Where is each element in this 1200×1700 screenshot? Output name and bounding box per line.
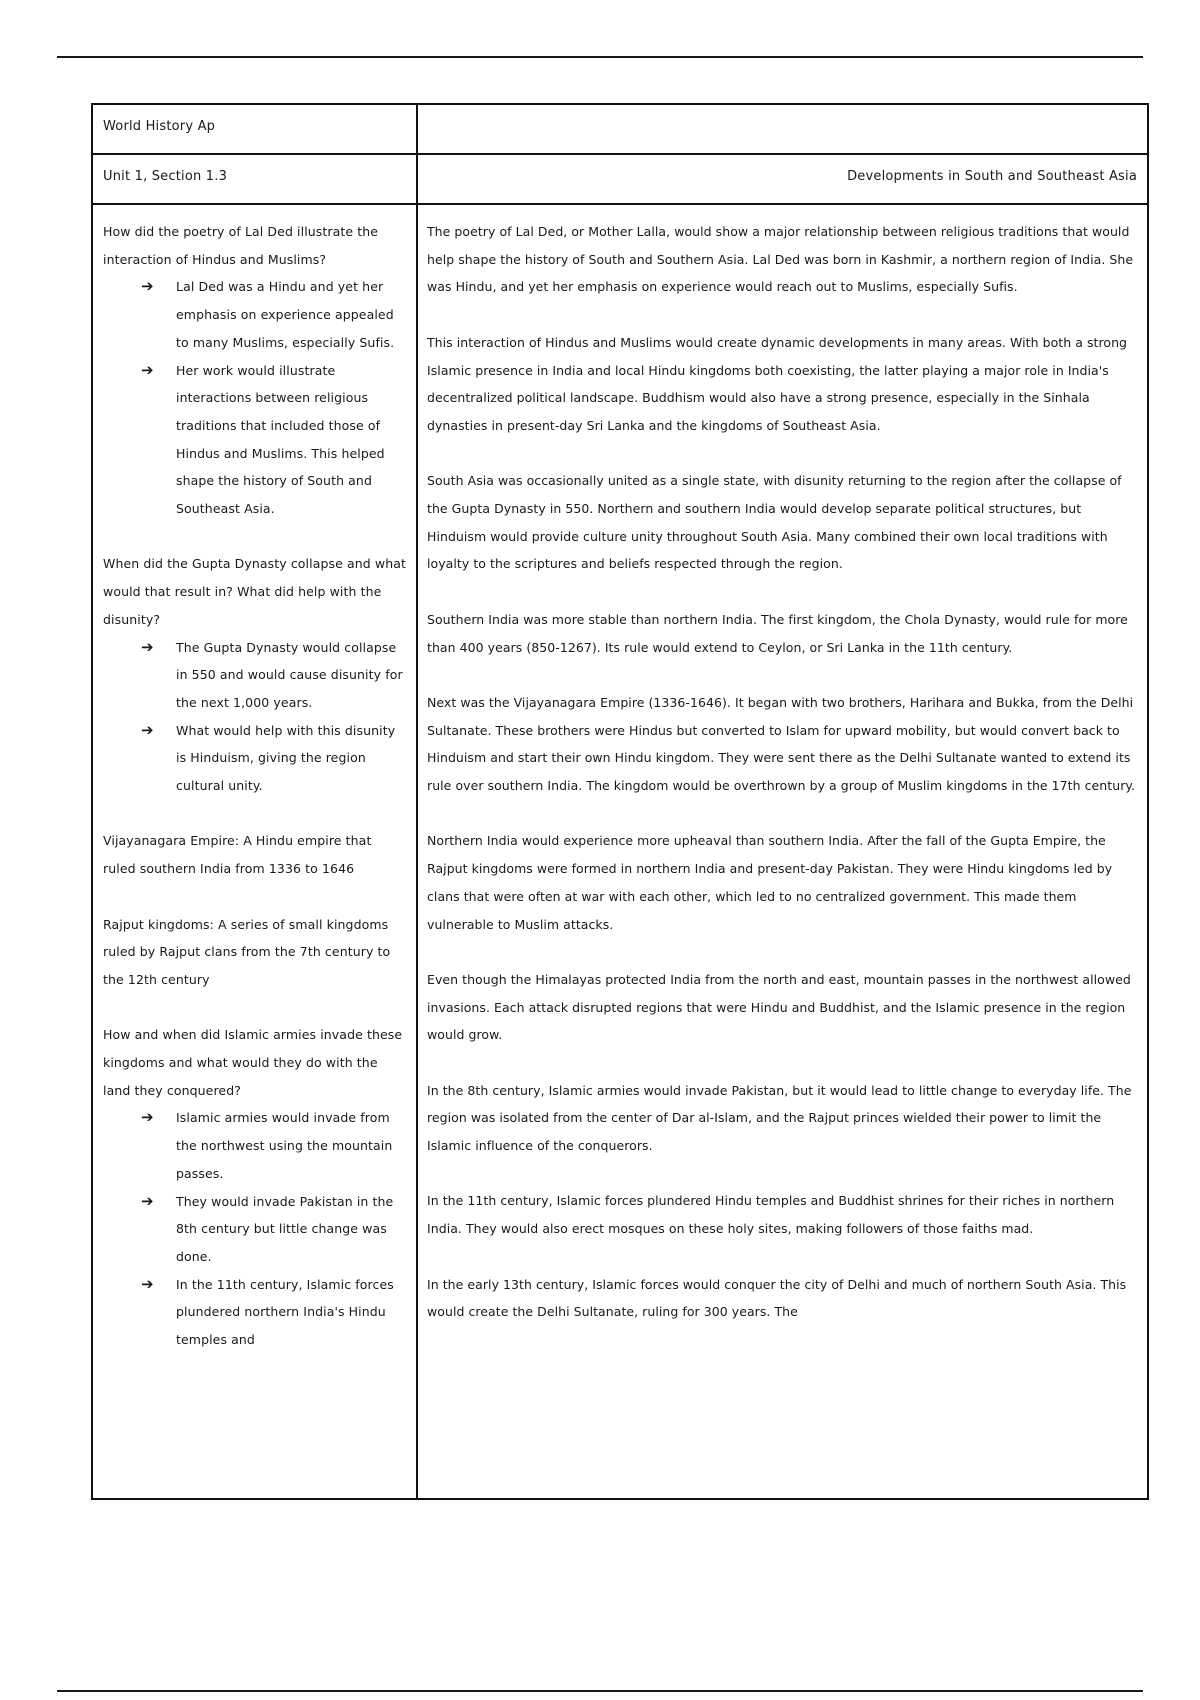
note-paragraph: In the 11th century, Islamic forces plundered Hindu temples and Buddhist shrines for their riches in northern India. They would also erect mosques on these holy sites, making followers of those faiths mad. — [427, 1193, 1115, 1237]
note-paragraph: Next was the Vijayanagara Empire (1336-1646). It began with two brothers, Harihara and Bukka, from the Delhi Sultanate. These brothers were Hindus but converted to Islam for upward mobility, but would convert back to Hinduism and start their own Hindu kingdom. They were sent there as the Delhi Sultanate wanted to extend its rule over southern India. The kingdom would be overthrown by a group of Muslim kingdoms in the 17th century. — [427, 694, 1136, 793]
arrow-right-icon: ➔ — [141, 1274, 154, 1293]
cue-bullet-list — [103, 273, 408, 522]
note-paragraph: Even though the Himalayas protected India from the north and east, mountain passes in the northwest allowed invasions. Each attack disrupted regions that were Hindu and Buddhist, and the Islamic presence in the region would grow. — [427, 971, 1131, 1043]
top-rule — [57, 56, 1143, 58]
arrow-right-icon: ➔ — [141, 277, 154, 296]
cue-bullet — [103, 1104, 408, 1187]
arrow-right-icon: ➔ — [141, 1191, 154, 1210]
row-divider-2 — [93, 203, 1147, 205]
cue-question: When did the Gupta Dynasty collapse and what would that result in? What did help with the disunity? — [103, 556, 406, 627]
cue-bullet — [103, 717, 408, 800]
cue-bullet-text: Islamic armies would invade from the northwest using the mountain passes. — [176, 1110, 393, 1181]
note-paragraph: Northern India would experience more upheaval than southern India. After the fall of the Gupta Empire, the Rajput kingdoms were formed in northern India and present-day Pakistan. They were Hindu kingdoms led by clans that were often at war with each other, which led to no centralized government. This made them vulnerable to Muslim attacks. — [427, 833, 1113, 932]
cue-question: How did the poetry of Lal Ded illustrate the interaction of Hindus and Muslims? — [103, 224, 379, 267]
cue-bullet-text: They would invade Pakistan in the 8th century but little change was done. — [176, 1193, 394, 1264]
cue-bullet — [103, 1188, 408, 1271]
cue-bullet-text: What would help with this disunity is Hinduism, giving the region cultural unity. — [176, 722, 396, 794]
cue-bullet-text: The Gupta Dynasty would collapse in 550 and would cause disunity for the next 1,000 years. — [176, 639, 403, 710]
cue-bullet-text: Lal Ded was a Hindu and yet her emphasis on experience appealed to many Muslims, especially Sufis. — [176, 279, 395, 350]
note-paragraph: In the early 13th century, Islamic forces would conquer the city of Delhi and much of northern South Asia. This would create the Delhi Sultanate, ruling for 300 years. The — [427, 1276, 1127, 1320]
notes-column — [427, 218, 1141, 1354]
unit-label: Unit 1, Section 1.3 — [103, 169, 228, 184]
course-title: World History Ap — [103, 119, 216, 134]
arrow-right-icon: ➔ — [141, 1108, 154, 1127]
bottom-rule — [57, 1690, 1143, 1692]
note-paragraph: The poetry of Lal Ded, or Mother Lalla, would show a major relationship between religious traditions that would help shape the history of South and Southern Asia. Lal Ded was born in Kashmir, a northern region of India. She was Hindu, and yet her emphasis on experience would reach out to Muslims, especially Sufis. — [427, 224, 1134, 295]
cue-bullet — [103, 1271, 408, 1354]
cue-bullet-text: In the 11th century, Islamic forces plundered northern India's Hindu temples and — [176, 1276, 394, 1348]
cue-bullet-list — [103, 1104, 408, 1353]
cue-bullet — [103, 357, 408, 523]
row-divider-1 — [93, 153, 1147, 155]
column-divider — [416, 105, 418, 1498]
note-paragraph: In the 8th century, Islamic armies would invade Pakistan, but it would lead to little change to everyday life. The region was isolated from the center of Dar al-Islam, and the Rajput princes wielded their power to limit the Islamic influence of the conquerors. — [427, 1082, 1132, 1154]
arrow-right-icon: ➔ — [141, 720, 154, 739]
cue-bullet-text: Her work would illustrate interactions between religious traditions that included those of Hindus and Muslims. This helped shape the history of South and Southeast Asia. — [176, 362, 385, 517]
topic-title: Developments in South and Southeast Asia — [847, 169, 1137, 184]
cue-definition: Vijayanagara Empire: A Hindu empire that ruled southern India from 1336 to 1646 — [103, 833, 372, 877]
note-paragraph: Southern India was more stable than northern India. The first kingdom, the Chola Dynasty, would rule for more than 400 years (850-1267). Its rule would extend to Ceylon, or Sri Lanka in the 11th century. — [427, 611, 1128, 655]
cue-definition: Rajput kingdoms: A series of small kingdoms ruled by Rajput clans from the 7th century to the 12th century — [103, 916, 391, 987]
cue-question: How and when did Islamic armies invade these kingdoms and what would they do with the land they conquered? — [103, 1027, 403, 1098]
note-paragraph: This interaction of Hindus and Muslims would create dynamic developments in many areas. With both a strong Islamic presence in India and local Hindu kingdoms both coexisting, the latter playing a major role in India's decentralized political landscape. Buddhism would also have a strong presence, especially in the Sinhala dynasties in present-day Sri Lanka and the kingdoms of Southeast Asia. — [427, 334, 1128, 433]
note-paragraph: South Asia was occasionally united as a single state, with disunity returning to the region after the collapse of the Gupta Dynasty in 550. Northern and southern India would develop separate political structures, but Hinduism would provide culture unity throughout South Asia. Many combined their own local traditions with loyalty to the scriptures and beliefs respected through the region. — [427, 473, 1122, 572]
cue-bullet-list — [103, 634, 408, 800]
cue-bullet — [103, 634, 408, 717]
arrow-right-icon: ➔ — [141, 637, 154, 656]
cornell-notes-table — [91, 103, 1149, 1500]
arrow-right-icon: ➔ — [141, 360, 154, 379]
cue-bullet — [103, 273, 408, 356]
cue-column — [103, 218, 408, 1354]
